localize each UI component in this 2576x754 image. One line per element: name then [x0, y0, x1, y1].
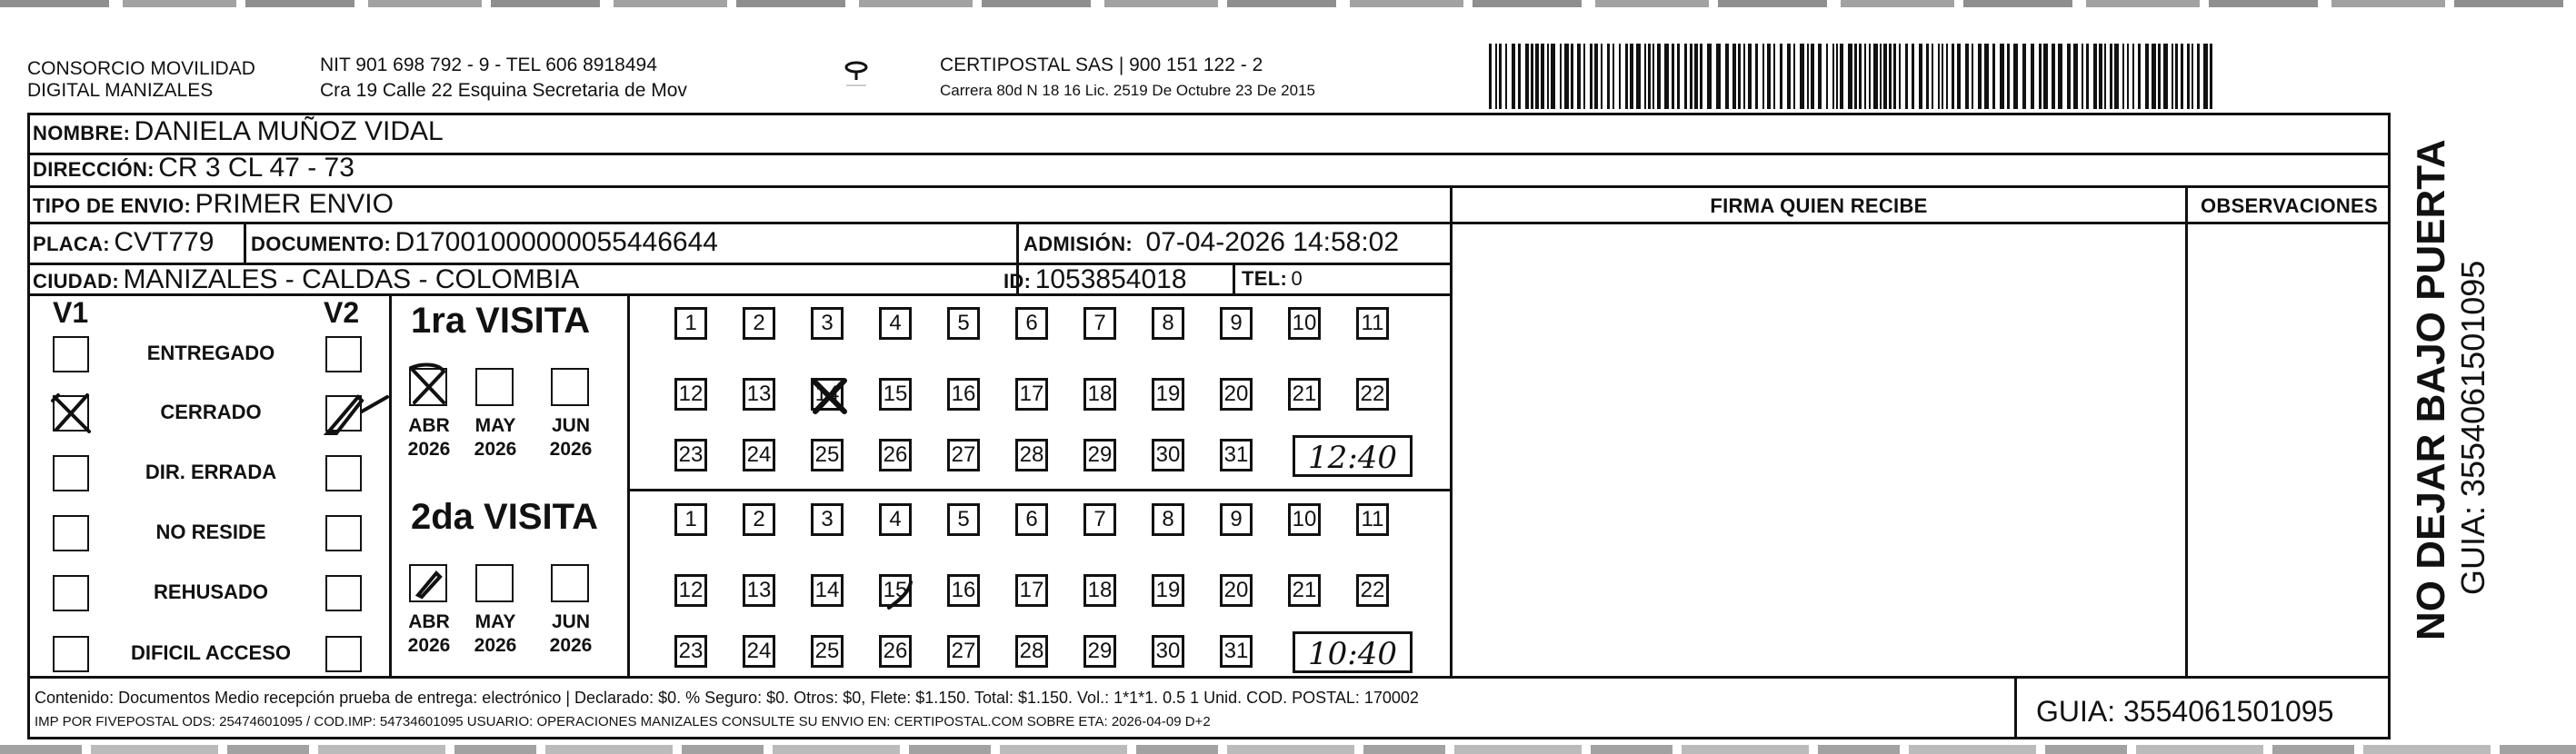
document-number: D17001000000055446644: [394, 227, 718, 257]
barcode-bar: [1547, 44, 1549, 109]
barcode-bar: [1594, 44, 1598, 109]
nombre-row: NOMBRE: DANIELA MUÑOZ VIDAL: [33, 116, 444, 146]
recipient-name: DANIELA MUÑOZ VIDAL: [134, 116, 444, 146]
signature-area[interactable]: [1453, 224, 2185, 676]
day-box[interactable]: 6: [1015, 307, 1048, 340]
barcode-bar: [1512, 44, 1515, 109]
rule: [627, 293, 630, 677]
day-box[interactable]: 29: [1083, 635, 1116, 668]
day-box[interactable]: 15: [879, 378, 912, 411]
handwritten-time: 10:40: [1308, 636, 1397, 672]
status-option-label: ENTREGADO: [146, 342, 275, 364]
day-box[interactable]: 16: [947, 574, 980, 607]
barcode-bar: [1707, 44, 1712, 109]
barcode-bar: [1541, 44, 1544, 109]
month-checkbox[interactable]: [409, 368, 447, 406]
barcode-bar: [1836, 44, 1838, 109]
barcode-bar: [2007, 44, 2010, 109]
barcode-bar: [1664, 44, 1669, 109]
barcode-bar: [1952, 44, 1954, 109]
barcode-bar: [1873, 44, 1878, 109]
barcode-bar: [1743, 44, 1745, 109]
day-box[interactable]: 27: [947, 439, 980, 471]
barcode-bar: [1489, 44, 1492, 109]
barcode-bar: [1787, 44, 1791, 109]
barcode-bar: [1762, 44, 1764, 109]
day-box[interactable]: 21: [1288, 574, 1321, 607]
barcode-bar: [1560, 44, 1562, 109]
barcode-bar: [1525, 44, 1529, 109]
barcode-bar: [1755, 44, 1758, 109]
barcode-bar: [1938, 44, 1940, 109]
v1-checkbox[interactable]: [53, 336, 89, 372]
day-box[interactable]: 5: [947, 307, 980, 340]
day-box[interactable]: 2: [743, 307, 775, 340]
placa-field: PLACA: CVT779: [33, 227, 215, 257]
day-box[interactable]: 5: [947, 503, 980, 536]
rule: [244, 222, 246, 263]
status-option-label: NO RESIDE: [155, 521, 266, 543]
month-checkbox[interactable]: [409, 564, 447, 602]
barcode-bar: [2114, 44, 2119, 109]
barcode-bar: [1725, 44, 1729, 109]
v2-checkbox[interactable]: [325, 336, 362, 372]
barcode-bar: [2132, 44, 2134, 109]
day-box[interactable]: 10: [1288, 307, 1321, 340]
day-box[interactable]: 3: [811, 503, 844, 536]
barcode-bar: [1893, 44, 1896, 109]
barcode-bar: [2192, 44, 2193, 109]
barcode-bar: [1932, 44, 1933, 109]
barcode-bar: [1957, 44, 1961, 109]
barcode-bar: [1869, 44, 1871, 109]
barcode-bar: [1571, 44, 1573, 109]
barcode-bar: [1919, 44, 1922, 109]
barcode-bar: [2039, 44, 2042, 109]
handwritten-time-box[interactable]: [1293, 435, 1413, 477]
barcode-bar: [2043, 44, 2048, 109]
month-checkbox[interactable]: [475, 368, 514, 406]
barcode-bar: [2210, 44, 2212, 109]
observations-area[interactable]: [2188, 224, 2391, 676]
v1-checkbox[interactable]: [53, 636, 89, 672]
month-year: 2026: [474, 635, 517, 656]
barcode-bar: [2163, 44, 2168, 109]
day-box[interactable]: 8: [1152, 307, 1184, 340]
plate-number: CVT779: [114, 227, 215, 257]
barcode-bar: [1607, 44, 1610, 109]
barcode-bar: [1495, 44, 1497, 109]
barcode-bar: [1677, 44, 1680, 109]
barcode-bar: [1972, 44, 1973, 109]
day-box[interactable]: 18: [1083, 574, 1116, 607]
day-box[interactable]: 13: [743, 378, 775, 411]
barcode-bar: [1694, 44, 1698, 109]
day-box[interactable]: 2: [743, 503, 775, 536]
barcode-bar: [1590, 44, 1593, 109]
barcode-bar: [2197, 44, 2200, 109]
barcode-bar: [2052, 44, 2055, 109]
bottom-scan-edge: [0, 745, 2576, 754]
day-box[interactable]: 28: [1015, 439, 1048, 471]
barcode-bar: [1811, 44, 1814, 109]
day-box[interactable]: 14: [811, 378, 844, 411]
handwritten-time-box[interactable]: [1293, 631, 1413, 673]
guide-number: GUIA: 3554061501095: [2036, 695, 2334, 728]
day-box[interactable]: 20: [1220, 378, 1253, 411]
barcode-bar: [1690, 44, 1692, 109]
barcode-bar: [1535, 44, 1539, 109]
month-year: 2026: [407, 439, 451, 460]
admision-field: ADMISIÓN: 07-04-2026 14:58:02: [1023, 227, 1400, 257]
barcode-bar: [2000, 44, 2004, 109]
barcode-bar: [2058, 44, 2062, 109]
handwritten-time: 12:40: [1308, 440, 1397, 476]
checkmark-icon: [405, 362, 451, 408]
day-box[interactable]: 7: [1083, 503, 1116, 536]
barcode-bar: [2181, 44, 2183, 109]
v2-checkbox[interactable]: [325, 575, 362, 611]
day-box[interactable]: 11: [1356, 503, 1389, 536]
day-box[interactable]: 6: [1015, 503, 1048, 536]
month-label: ABR: [408, 415, 450, 436]
barcode-bar: [2152, 44, 2156, 109]
barcode-bar: [1780, 44, 1782, 109]
barcode-bar: [1854, 44, 1857, 109]
rule: [389, 293, 392, 677]
v2-header: V2: [324, 296, 360, 329]
day-box[interactable]: 22: [1356, 378, 1389, 411]
visit-title: 1ra VISITA: [411, 301, 591, 341]
rule: [27, 185, 2391, 188]
shipment-type: PRIMER ENVIO: [195, 189, 394, 219]
day-box[interactable]: 1: [674, 307, 707, 340]
v2-checkbox[interactable]: [325, 395, 362, 432]
barcode-bar: [2082, 44, 2083, 109]
day-box[interactable]: 17: [1015, 378, 1048, 411]
barcode-bar: [1978, 44, 1982, 109]
day-box[interactable]: 9: [1220, 307, 1253, 340]
day-box[interactable]: 24: [743, 439, 775, 471]
print-info-line: IMP POR FIVEPOSTAL ODS: 25474601095 / COD.IMP: 54734601095 USUARIO: OPERACIONES MANIZALES CONSULTE SU ENVIO EN: CERTIPOSTAL.COM SOBRE ETA: 2026-04-09 D+2: [35, 714, 1211, 729]
barcode-bar: [1577, 44, 1581, 109]
day-box[interactable]: 31: [1220, 439, 1253, 471]
barcode-bar: [1652, 44, 1654, 109]
day-box[interactable]: 25: [811, 439, 844, 471]
barcode-bar: [1926, 44, 1929, 109]
barcode-bar: [2093, 44, 2097, 109]
v1-checkbox[interactable]: [53, 395, 89, 432]
barcode-bar: [1625, 44, 1628, 109]
id-field: ID: 1053854018: [1003, 264, 1187, 294]
barcode-bar: [1564, 44, 1569, 109]
day-box[interactable]: 23: [674, 635, 707, 668]
month-year: 2026: [407, 635, 451, 656]
status-option-label: DIFICIL ACCESO: [130, 641, 291, 664]
ciudad-field: CIUDAD: MANIZALES - CALDAS - COLOMBIA: [33, 264, 580, 294]
barcode-bar: [1531, 44, 1533, 109]
barcode-bar: [1518, 44, 1521, 109]
barcode-bar: [1499, 44, 1502, 109]
barcode-bar: [1880, 44, 1882, 109]
v1-checkbox[interactable]: [53, 515, 89, 551]
day-box[interactable]: 9: [1220, 503, 1253, 536]
visit-title: 2da VISITA: [411, 497, 598, 537]
documento-field: DOCUMENTO: D17001000000055446644: [251, 227, 718, 257]
barcode-bar: [1984, 44, 1989, 109]
barcode-bar: [1905, 44, 1908, 109]
barcode-bar: [1612, 44, 1614, 109]
checkmark-icon: [324, 392, 414, 439]
barcode-bar: [2127, 44, 2129, 109]
day-box[interactable]: 8: [1152, 503, 1184, 536]
day-box[interactable]: 14: [811, 574, 844, 607]
barcode-bar: [1672, 44, 1674, 109]
status-option-label: REHUSADO: [154, 580, 268, 603]
signature-column-header: FIRMA QUIEN RECIBE: [1710, 194, 1928, 217]
day-box[interactable]: 22: [1356, 574, 1389, 607]
status-option-label: DIR. ERRADA: [145, 461, 277, 483]
barcode-bar: [1551, 44, 1555, 109]
day-box[interactable]: 20: [1220, 574, 1253, 607]
day-box[interactable]: 3: [811, 307, 844, 340]
barcode-bar: [1601, 44, 1603, 109]
day-box[interactable]: 17: [1015, 574, 1048, 607]
barcode-bar: [2110, 44, 2112, 109]
month-checkbox[interactable]: [475, 564, 514, 602]
month-label: JUN: [551, 415, 590, 436]
side-guide-number: GUIA: 3554061501095: [2454, 260, 2491, 595]
day-box[interactable]: 21: [1288, 378, 1321, 411]
month-year: 2026: [549, 439, 593, 460]
city: MANIZALES - CALDAS - COLOMBIA: [123, 264, 580, 294]
barcode-bar: [1807, 44, 1809, 109]
rule: [627, 489, 1450, 491]
day-box[interactable]: 26: [879, 439, 912, 471]
barcode-bar: [1619, 44, 1621, 109]
month-label: MAY: [474, 415, 516, 436]
day-box[interactable]: 7: [1083, 307, 1116, 340]
day-box[interactable]: 11: [1356, 307, 1389, 340]
barcode-bar: [1732, 44, 1736, 109]
barcode-bar: [1700, 44, 1702, 109]
barcode-bar: [1912, 44, 1914, 109]
barcode-bar: [2099, 44, 2102, 109]
barcode-bar: [1583, 44, 1585, 109]
barcode-bar: [2013, 44, 2018, 109]
barcode-bar: [1648, 44, 1651, 109]
month-checkbox[interactable]: [551, 368, 589, 406]
barcode-bar: [1889, 44, 1892, 109]
day-box[interactable]: 16: [947, 378, 980, 411]
checkmark-icon: [47, 390, 95, 437]
contents-line: Contenido: Documentos Medio recepción prueba de entrega: electrónico | Declarado: $0. % Seguro: $0. Otros: $0, Flete: $1.150. Total: $1.150. Vol.: 1*1*1. 0.5 1 Unid. COD. POSTAL: 170002: [35, 689, 1419, 707]
barcode-bar: [2086, 44, 2089, 109]
day-box[interactable]: 25: [811, 635, 844, 668]
day-box[interactable]: 23: [674, 439, 707, 471]
barcode-bar: [1644, 44, 1646, 109]
barcode-bar: [1864, 44, 1866, 109]
barcode-bar: [1832, 44, 1834, 109]
barcode-bar: [1684, 44, 1687, 109]
barcode-bar: [1826, 44, 1828, 109]
barcode-bar: [1748, 44, 1752, 109]
month-label: JUN: [551, 611, 590, 632]
barcode-bar: [2172, 44, 2173, 109]
courier-logo-icon: [841, 60, 872, 78]
tel-field: TEL: 0: [1242, 267, 1303, 290]
day-box[interactable]: 24: [743, 635, 775, 668]
tipo-envio-row: TIPO DE ENVIO: PRIMER ENVIO: [33, 189, 394, 219]
barcode-bar: [1793, 44, 1795, 109]
barcode-bar: [2138, 44, 2141, 109]
barcode-bar: [1840, 44, 1843, 109]
company-contact: NIT 901 698 792 - 9 - TEL 606 8918494 Cra 19 Calle 22 Esquina Secretaria de Mov: [320, 55, 687, 101]
rule: [2014, 676, 2017, 739]
barcode-bar: [1800, 44, 1804, 109]
day-box[interactable]: 4: [879, 503, 912, 536]
day-box[interactable]: 4: [879, 307, 912, 340]
month-year: 2026: [474, 439, 517, 460]
day-box[interactable]: 10: [1288, 503, 1321, 536]
v2-checkbox[interactable]: [325, 455, 362, 491]
day-box[interactable]: 18: [1083, 378, 1116, 411]
status-option-label: CERRADO: [160, 401, 262, 423]
barcode-bar: [1818, 44, 1822, 109]
day-box[interactable]: 28: [1015, 635, 1048, 668]
barcode-bar: [2203, 44, 2208, 109]
barcode-bar: [2145, 44, 2149, 109]
admission-datetime: 07-04-2026 14:58:02: [1145, 227, 1400, 257]
barcode-bar: [2122, 44, 2124, 109]
barcode-bar: [1848, 44, 1852, 109]
barcode: [1489, 44, 2214, 109]
direccion-row: DIRECCIÓN: CR 3 CL 47 - 73: [33, 153, 354, 183]
barcode-bar: [2104, 44, 2106, 109]
month-checkbox[interactable]: [551, 564, 589, 602]
no-under-door-warning: NO DEJAR BAJO PUERTA: [2409, 139, 2453, 640]
barcode-bar: [1883, 44, 1887, 109]
barcode-bar: [2031, 44, 2034, 109]
barcode-bar: [1992, 44, 1995, 109]
barcode-bar: [1942, 44, 1943, 109]
barcode-bar: [1899, 44, 1901, 109]
month-label: MAY: [474, 611, 516, 632]
day-box[interactable]: 31: [1220, 635, 1253, 668]
day-box[interactable]: 12: [674, 574, 707, 607]
day-box[interactable]: 29: [1083, 439, 1116, 471]
top-scan-edge: [0, 0, 2576, 7]
day-box[interactable]: 27: [947, 635, 980, 668]
rule: [27, 676, 2391, 679]
phone: 0: [1291, 267, 1303, 290]
barcode-bar: [2175, 44, 2178, 109]
barcode-bar: [2187, 44, 2190, 109]
barcode-bar: [1767, 44, 1771, 109]
barcode-bar: [1505, 44, 1507, 109]
recipient-address: CR 3 CL 47 - 73: [158, 153, 354, 183]
barcode-bar: [2022, 44, 2026, 109]
v1-header: V1: [53, 296, 89, 329]
barcode-bar: [1965, 44, 1969, 109]
barcode-bar: [1738, 44, 1741, 109]
courier-info: CERTIPOSTAL SAS | 900 151 122 - 2 Carrera 80d N 18 16 Lic. 2519 De Octubre 23 De 2015: [940, 55, 1315, 99]
barcode-bar: [1773, 44, 1775, 109]
observations-column-header: OBSERVACIONES: [2200, 194, 2378, 217]
day-box[interactable]: 15: [879, 574, 912, 607]
barcode-bar: [2158, 44, 2161, 109]
rule: [1233, 263, 1235, 294]
barcode-bar: [1630, 44, 1633, 109]
barcode-bar: [1946, 44, 1948, 109]
day-box[interactable]: 19: [1152, 378, 1184, 411]
day-box[interactable]: 30: [1152, 635, 1184, 668]
day-box[interactable]: 1: [674, 503, 707, 536]
v1-checkbox[interactable]: [53, 455, 89, 491]
day-box[interactable]: 26: [879, 635, 912, 668]
day-box[interactable]: 13: [743, 574, 775, 607]
rule: [27, 153, 2391, 155]
day-box[interactable]: 30: [1152, 439, 1184, 471]
v2-checkbox[interactable]: [325, 636, 362, 672]
barcode-bar: [2067, 44, 2071, 109]
v1-checkbox[interactable]: [53, 575, 89, 611]
day-box[interactable]: 19: [1152, 574, 1184, 607]
barcode-bar: [1859, 44, 1862, 109]
company-name: CONSORCIO MOVILIDAD DIGITAL MANIZALES: [27, 58, 255, 101]
barcode-bar: [1636, 44, 1641, 109]
checkmark-icon: [409, 564, 447, 602]
barcode-bar: [1657, 44, 1661, 109]
month-year: 2026: [549, 635, 593, 656]
v2-checkbox[interactable]: [325, 515, 362, 551]
barcode-bar: [2073, 44, 2078, 109]
barcode-bar: [1716, 44, 1721, 109]
month-label: ABR: [408, 611, 450, 632]
day-box[interactable]: 12: [674, 378, 707, 411]
id-number: 1053854018: [1034, 264, 1187, 294]
